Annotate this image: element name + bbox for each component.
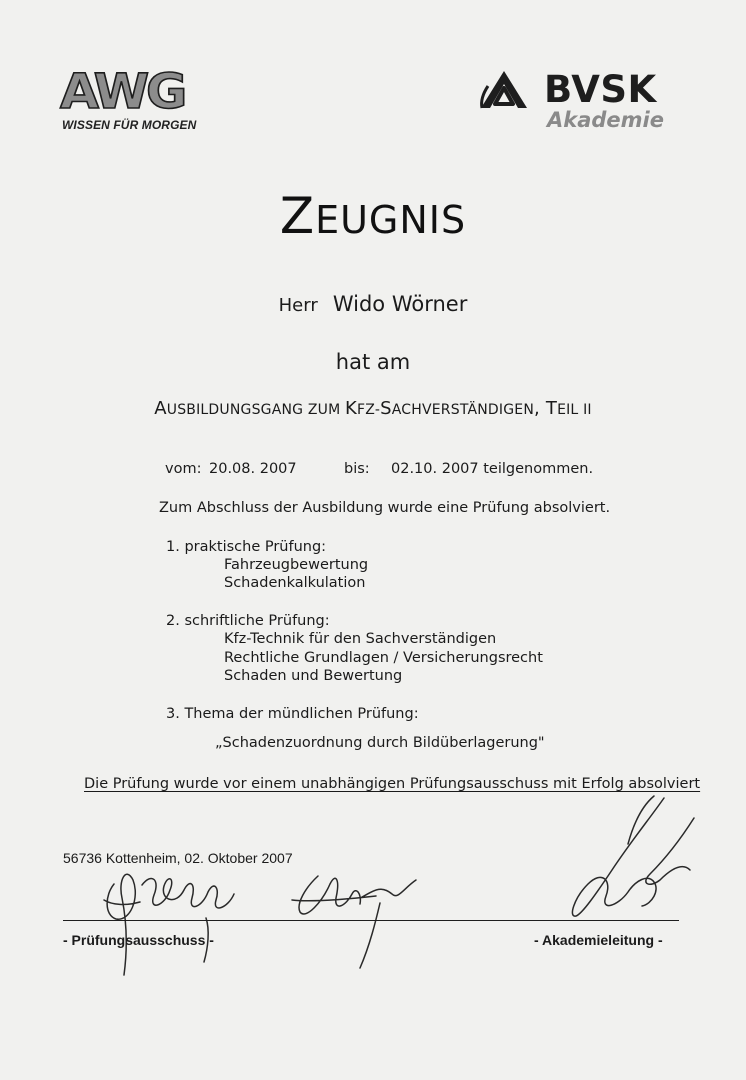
awg-logo-tagline: WISSEN FÜR MORGEN (62, 118, 197, 132)
closing-statement: Die Prüfung wurde vor einem unabhängigen Prüfungsausschuss mit Erfolg absolviert (84, 776, 701, 792)
date-from-label: vom: (165, 461, 202, 477)
signature-label-right: - Akademieleitung - (534, 932, 663, 948)
document-title (0, 186, 746, 250)
title-rest: EUGNIS (315, 198, 467, 242)
exam-item: Schaden und Bewertung (224, 668, 403, 684)
recipient (0, 292, 746, 316)
bvsk-logo (478, 64, 668, 139)
signature-right (572, 796, 694, 916)
statement-text: hat am (335, 350, 411, 374)
exam-heading: 2. schriftliche Prüfung: (166, 613, 330, 629)
signature-line (63, 920, 679, 921)
signature-label-left: - Prüfungsausschuss - (63, 932, 214, 948)
course-part: S (380, 398, 392, 419)
signature-middle (292, 876, 416, 968)
bvsk-logo-word: BVSK (544, 68, 657, 111)
exam-item: Rechtliche Grundlagen / Versicherungsrecht (224, 650, 543, 666)
recipient-salutation: Herr (278, 295, 318, 316)
date-from: 20.08. 2007 (209, 461, 297, 477)
place-date: 56736 Kottenheim, 02. Oktober 2007 (63, 850, 293, 866)
exam-item: Kfz-Technik für den Sachverständigen (224, 631, 497, 647)
exam-heading: 1. praktische Prüfung: (166, 539, 327, 555)
exam-heading: 3. Thema der mündlichen Prüfung: (166, 706, 419, 722)
course-title (0, 398, 746, 419)
exam-item: Schadenkalkulation (224, 575, 366, 591)
date-to: 02.10. 2007 teilgenommen. (391, 461, 594, 477)
awg-logo-word: AWG (60, 64, 185, 120)
exam-intro: Zum Abschluss der Ausbildung wurde eine Prüfung absolviert. (159, 500, 611, 516)
title-initial: Z (279, 187, 316, 245)
course-part: K (345, 398, 358, 419)
exam-item: „Schadenzuordnung durch Bildüberlagerung" (215, 735, 545, 751)
date-to-label: bis: (344, 461, 370, 477)
course-part: EIL II (557, 402, 592, 418)
signature-left (104, 874, 234, 975)
recipient-name: Wido Wörner (332, 292, 468, 316)
bvsk-logo-tagline: Akademie (547, 108, 664, 132)
course-part: FZ- (357, 402, 381, 418)
bvsk-triangle-icon (478, 68, 530, 110)
exam-item: Fahrzeugbewertung (224, 557, 369, 573)
course-part: USBILDUNGSGANG ZUM (166, 402, 346, 418)
course-part: A (154, 398, 167, 419)
awg-logo (60, 66, 220, 136)
course-part: ACHVERSTÄNDIGEN (391, 402, 535, 418)
course-part: , T (534, 398, 558, 419)
